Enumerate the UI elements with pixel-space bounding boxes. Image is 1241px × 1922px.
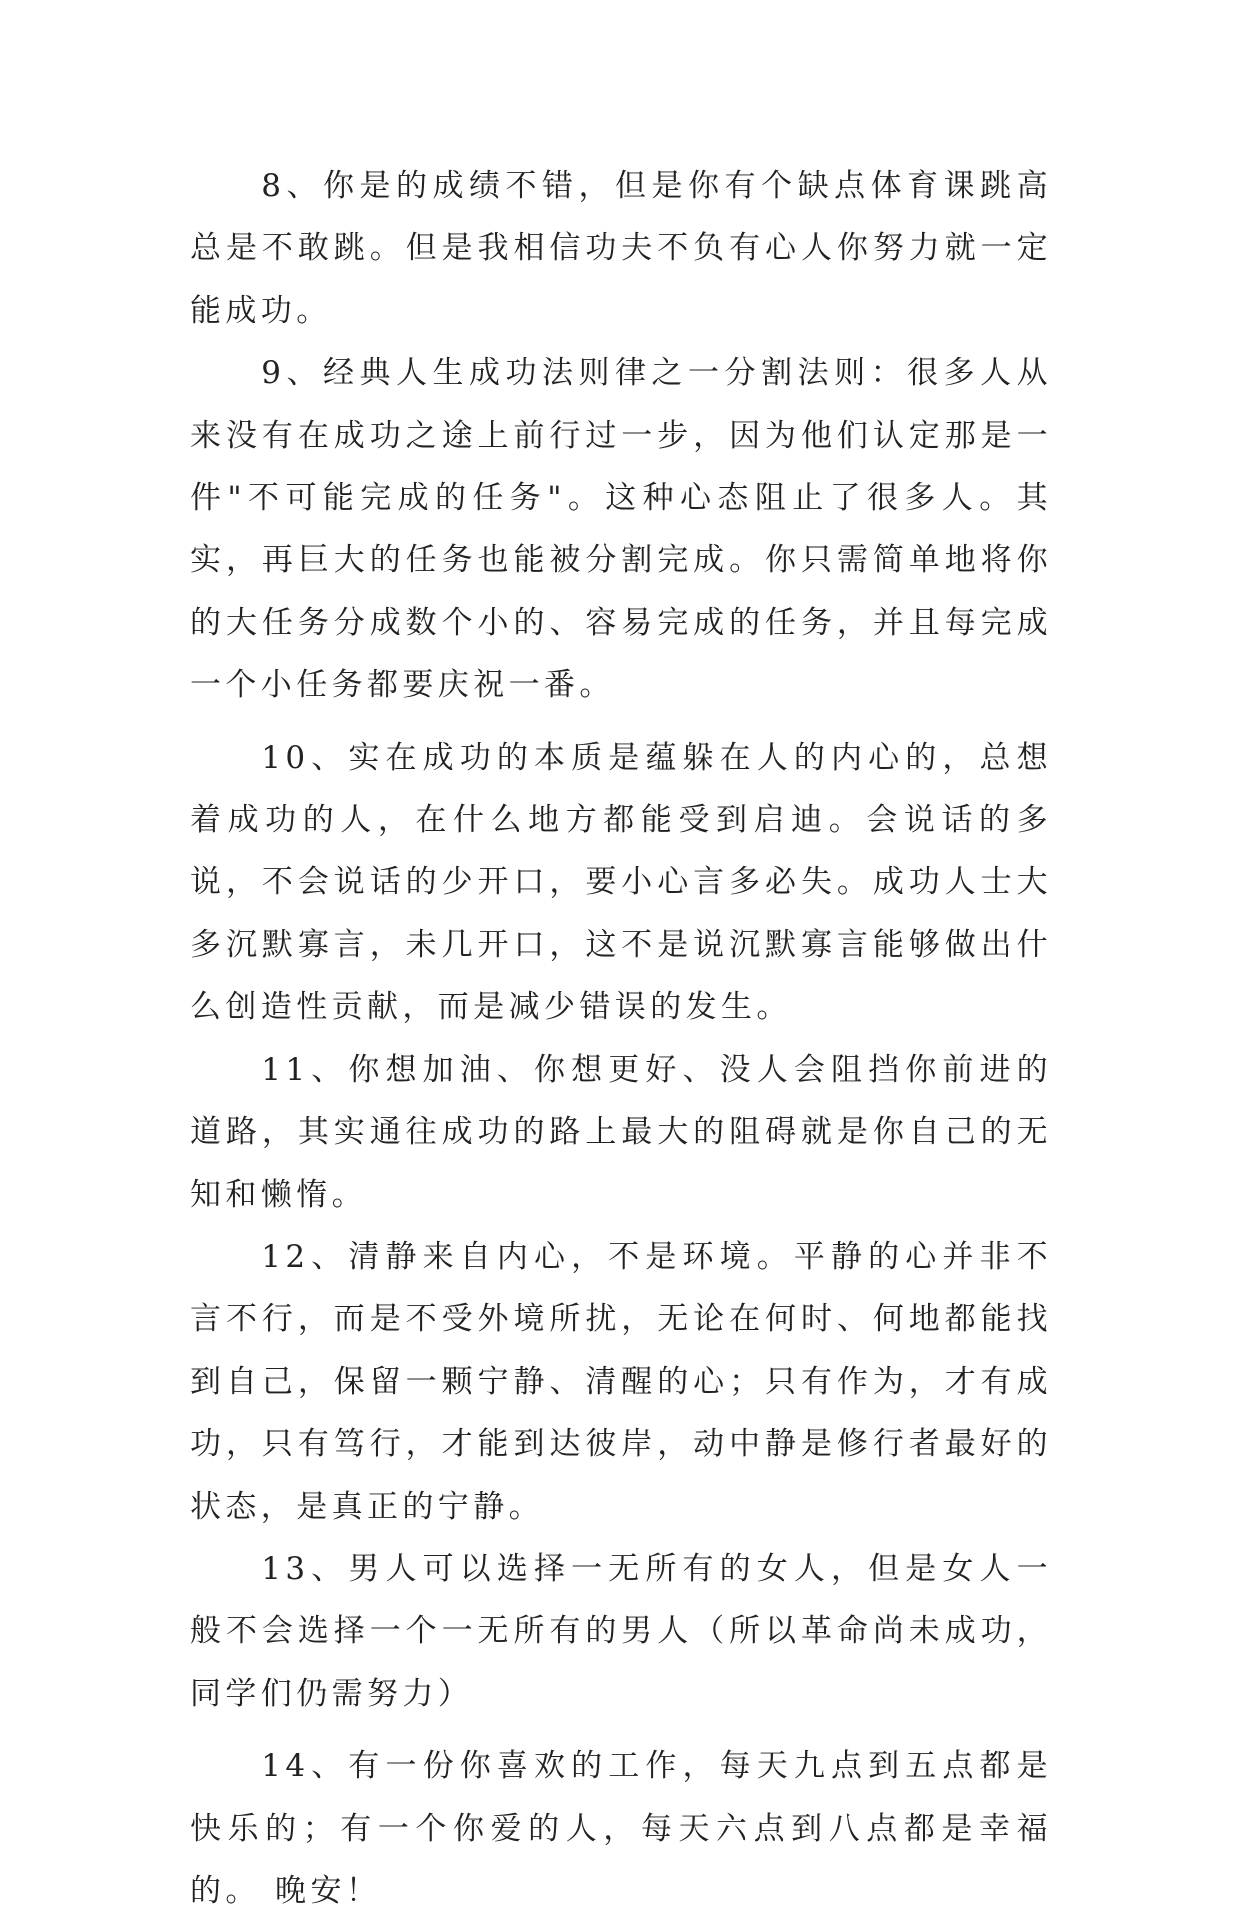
- paragraph-11: 11、你想加油、你想更好、没人会阻挡你前进的道路，其实通往成功的路上最大的阻碍就是你自己的无知和懒惰。: [190, 1051, 1052, 1213]
- paragraph-13: 13、男人可以选择一无所有的女人，但是女人一般不会选择一个一无所有的男人（所以革命尚未成功，同学们仍需努力）: [190, 1550, 1052, 1712]
- paragraph-12: 12、清静来自内心，不是环境。平静的心并非不言不行，而是不受外境所扰，无论在何时、何地都能找到自己，保留一颗宁静、清醒的心；只有作为，才有成功，只有笃行，才能到达彼岸，动中静是修行者最好的状态，是真正的宁静。: [190, 1238, 1052, 1525]
- paragraph-14: 14、有一份你喜欢的工作，每天九点到五点都是快乐的；有一个你爱的人，每天六点到八点都是幸福的。 晚安！: [190, 1748, 1052, 1909]
- document-body: [190, 155, 1052, 1922]
- paragraph-8: 8、你是的成绩不错，但是你有个缺点体育课跳高总是不敢跳。但是我相信功夫不负有心人你努力就一定能成功。: [190, 168, 1052, 329]
- paragraph-10: 10、实在成功的本质是蕴躲在人的内心的，总想着成功的人，在什么地方都能受到启迪。会说话的多说，不会说话的少开口，要小心言多必失。成功人士大多沉默寡言，未几开口，这不是说沉默寡言能够做出什么创造性贡献，而是减少错误的发生。: [190, 739, 1052, 1026]
- paragraph-9: 9、经典人生成功法则律之一分割法则：很多人从来没有在成功之途上前行过一步，因为他们认定那是一件"不可能完成的任务"。这种心态阻止了很多人。其实，再巨大的任务也能被分割完成。你只需简单地将你的大任务分成数个小的、容易完成的任务，并且每完成一个小任务都要庆祝一番。: [190, 355, 1052, 704]
